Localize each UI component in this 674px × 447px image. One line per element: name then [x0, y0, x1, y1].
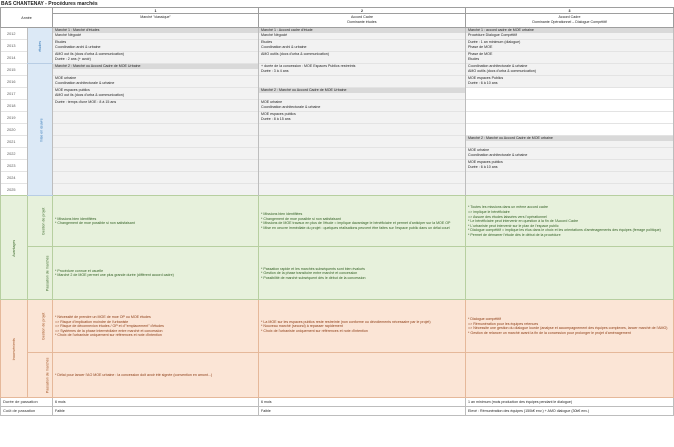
col2-2015	[259, 64, 466, 76]
year-row	[1, 112, 674, 124]
col1-2019	[53, 112, 259, 124]
col2-2020	[259, 124, 466, 136]
col2-m1-title: Marché 1 : Accord cadre d'étude	[259, 28, 465, 33]
col3-2015	[466, 64, 674, 76]
year-row	[1, 100, 674, 112]
year-row	[1, 40, 674, 52]
col1-m1-line: Durée : 2 ans (+ avoir)	[55, 57, 91, 61]
col1-m1-line: Marché Négocié	[55, 33, 82, 37]
col2-number: 2	[259, 8, 466, 14]
year-label: 2017	[1, 88, 28, 100]
col1-header	[53, 14, 259, 28]
duree-col1: 6 mois	[53, 398, 259, 407]
avantages-passation-col1: * Procédure connue et usuelle * Marché 2 de MOE permet une plus grande durée (différent accord cadre)	[53, 247, 259, 300]
year-label: 2018	[1, 100, 28, 112]
col1-m2-title: Marché 2 : Marché ou Accord Cadre de MOE Urbaine	[53, 64, 258, 69]
year-label: 2020	[1, 124, 28, 136]
col2-m1-line: AMO outils (docs d'urba & communication)	[261, 52, 329, 57]
col3-header-l2: Dominante Opérationnel – Dialogue Compétitif	[532, 19, 607, 24]
inconvenients-gestion-col2: * La MOE sur les espaces publics reste restreinte (non conforme ou dévoilements nécessaire par le projet) * Nouveau marché (second) à repasser rapidement * Choix de l'urbaniste uniquement sur références et note d'intention	[259, 300, 466, 353]
year-label: 2022	[1, 148, 28, 160]
avantages-gestion-col3: * Toutes les missions dans un même accord cadre => implique le bénéficiaire => Assure des études laissées vers l'opérationnel * Le bénéficiaire peut intervenir en question à la fin de l'Accord Cadre * L'urbaniste peut intervenir sur le plan de l'espace public * Dialogue compétitif = implique les élus dans le choix et les orientations d'aménagements des équipes (ferrage politique) * Permet de démarrer l'étude dès le début de la procédure	[466, 196, 674, 247]
col1-2017	[53, 88, 259, 100]
col2-m2-line: Durée : 8 à 15 ans	[261, 117, 291, 121]
col2-m2-line: Coordination architecturale & urbaine	[261, 105, 321, 109]
cout-col2: Faible	[259, 407, 466, 416]
year-label: 2021	[1, 136, 28, 148]
col2-m1-line: Coordination archi & urbaine	[261, 45, 307, 49]
col3-2021	[466, 136, 674, 148]
col2-2024	[259, 172, 466, 184]
col1-2024	[53, 172, 259, 184]
col2-m1-more: Durée : 3 à 4 ans	[261, 69, 289, 73]
col2-m1-line: Marché Négocié	[261, 33, 288, 37]
year-row	[1, 88, 674, 100]
side-label-mise-en-oeuvre: mise en œuvre	[28, 64, 53, 196]
page-title: BAS CHANTENAY - Procédures marchés	[1, 1, 98, 7]
col2-2017	[259, 88, 466, 100]
col3-header-l1: Accord Cadre	[558, 15, 581, 20]
col2-header	[259, 14, 466, 28]
col3-m1-line: Etudes	[468, 57, 480, 61]
col2-m2-title: Marché 2 : Marché ou Accord Cadre de MOE Urbaine	[259, 88, 465, 93]
col3-m2-title: Marché 2 : Marché ou Accord Cadre de MOE urbaine	[466, 136, 673, 141]
col3-2023	[466, 160, 674, 172]
avantages-passation-label: Passation de marchés	[28, 247, 53, 300]
col3-m2-line: Coordination architecturale & urbaine	[468, 153, 528, 157]
col1-header-l1: Marché "classique"	[140, 15, 171, 20]
avantages-passation-col2: * Passation rapide et les marchés subséquents sont bien évalués * Gestion de la phase transitoire entre marché et concession * Possibilité de marché subséquent dès le début de la concession	[259, 247, 466, 300]
col1-m1-line: AMO out ils (docs d'urba & communication)	[55, 52, 124, 57]
year-label: 2014	[1, 52, 28, 64]
inconvenients-label: Inconvénients	[1, 300, 28, 398]
inconvenients-passation-col2	[259, 353, 466, 398]
col2-2023	[259, 160, 466, 172]
col2-m1-line: Etudes	[261, 40, 273, 45]
col3-2025	[466, 184, 674, 196]
avantages-gestion-col2: * Missions bien identifiées * Changement de moe possible si non satisfaisant * Missions de MOE travaux en plus de l'étude = implique davantage le bénéficiaire et permet d'anticiper sur la MOE OP * Mise en oeuvre immédiate du projet : quelques réalisations peuvent être faites sur l'espace public dans un délai court	[259, 196, 466, 247]
col3-m1-title: Marché 1 : accord cadre de MOE urbaine	[466, 28, 673, 33]
duree-col2: 6 mois	[259, 398, 466, 407]
col3-2016	[466, 76, 674, 88]
col3-m1-line: Durée : 6 à 10 ans	[468, 81, 498, 85]
col2-header-l1: Accord Cadre	[351, 15, 373, 20]
col2-m2-line: MOE urbaine	[261, 100, 283, 105]
col3-m1-line: Phase de MOE	[468, 45, 493, 49]
inconvenients-gestion-col1: * Nécessité de prendre un MOE de moe OP ou MOE études => Risque d'implication moindre de l'urbaniste => Risque de déconnexion études / OP et d'"emplacement" d'études => Systèmes de la phase intermédiaire entre marché et concession * Choix de l'urbaniste uniquement sur références et note d'intention	[53, 300, 259, 353]
col2-2013	[259, 40, 466, 52]
year-label: 2015	[1, 64, 28, 76]
cout-col3: Elevé : Rémunération des équipes (150k€ env.) + AMO dialogue (30k€ env.)	[466, 407, 674, 416]
inconvenients-passation-col1: * Délai pour lancer l'AO MOE urbaine : la concession doit avoir été signée (convention en amont...)	[53, 353, 259, 398]
year-label: 2016	[1, 76, 28, 88]
col1-2012	[53, 28, 259, 40]
col3-m1-line: Procédure Dialogue Compétitif	[468, 33, 517, 37]
avantages-passation-col3	[466, 247, 674, 300]
avantages-row	[1, 196, 674, 247]
col3-2017	[466, 88, 674, 100]
col3-m1-line: AMO outils (docs d'urba & communication)	[468, 69, 536, 73]
year-row	[1, 28, 674, 40]
col3-m2-line: MOE urbaine	[468, 148, 490, 153]
inconvenients-row-2	[1, 353, 674, 398]
year-label: 2023	[1, 160, 28, 172]
year-label: 2013	[1, 40, 28, 52]
year-row	[1, 172, 674, 184]
col3-2012	[466, 28, 674, 40]
col2-2012	[259, 28, 466, 40]
avantages-row-2	[1, 247, 674, 300]
col3-2014	[466, 52, 674, 64]
col3-m1-line: Coordination architecturale & urbaine	[468, 64, 528, 69]
col1-2018	[53, 100, 259, 112]
year-row	[1, 52, 674, 64]
year-row	[1, 136, 674, 148]
col1-m1-line: Coordination archi & urbaine	[55, 45, 101, 49]
col3-m2-line: Durée : 6 à 10 ans	[468, 165, 498, 169]
year-label: 2024	[1, 172, 28, 184]
col1-2016	[53, 76, 259, 88]
year-label: 2025	[1, 184, 28, 196]
col2-2014	[259, 52, 466, 64]
col1-m2-line: MOE urbaine	[55, 76, 77, 81]
col3-m2-line: MOE espaces publics	[468, 160, 503, 165]
col2-2022	[259, 148, 466, 160]
avantages-label: Avantages	[1, 196, 28, 300]
year-row	[1, 124, 674, 136]
col1-2022	[53, 148, 259, 160]
inconvenients-passation-label: Passation de marchés	[28, 353, 53, 398]
year-row	[1, 64, 674, 76]
col3-2019	[466, 112, 674, 124]
col1-m2-line: AMO out ils (docs d'urba & communication)	[55, 93, 124, 97]
inconvenients-gestion-col3: * Dialogue compétitif => Rémunération pour les équipes retenues => Nécessite une gestion du dialogue lourde (analyse et accompagnement des équipes complexes, lancer marché de l'AMO) * Gestion de relancer un marché avant la fin de la concession pour prolonger le projet d'aménagement	[466, 300, 674, 353]
year-label: 2012	[1, 28, 28, 40]
year-row	[1, 184, 674, 196]
inconvenients-gestion-label: Gestion de projet	[28, 300, 53, 353]
duree-row	[1, 398, 674, 407]
cout-row	[1, 407, 674, 416]
cout-col1: Faible	[53, 407, 259, 416]
year-row	[1, 148, 674, 160]
col2-m2-line: MOE espaces publics	[261, 112, 296, 117]
avantages-gestion-col1: * Missions bien identifiées * Changement de moe possible si non satisfaisant	[53, 196, 259, 247]
col3-m1-line: MOE espaces Publics	[468, 76, 504, 81]
col1-m2-line: MOE espaces publics	[55, 88, 90, 93]
col3-m1-line: Phase de MOE	[468, 52, 493, 57]
col2-m1-more: + durée de la concession : MOE Espaces Publics restreints	[261, 64, 356, 69]
inconvenients-row	[1, 300, 674, 353]
col1-m2-line: Coordination architecturale & urbaine	[55, 81, 115, 85]
col1-2025	[53, 184, 259, 196]
col1-2023	[53, 160, 259, 172]
year-row	[1, 76, 674, 88]
annee-header: Année	[1, 8, 53, 28]
duree-label: Durée de passation	[1, 398, 53, 407]
col3-header	[466, 14, 674, 28]
col2-2018	[259, 100, 466, 112]
col1-2014	[53, 52, 259, 64]
col3-2013	[466, 40, 674, 52]
col1-m1-title: Marché 1 : Marché d'études	[53, 28, 258, 33]
header-row-2	[1, 14, 674, 28]
cout-label: Coût de passation	[1, 407, 53, 416]
col2-header-l2: Dominante études	[347, 19, 377, 24]
col1-2013	[53, 40, 259, 52]
col1-2020	[53, 124, 259, 136]
col2-2025	[259, 184, 466, 196]
col2-2021	[259, 136, 466, 148]
col1-number: 1	[53, 8, 259, 14]
col3-m1-line: Durée : 1 an minimum (dialogue)	[468, 40, 521, 45]
inconvenients-passation-col3	[466, 353, 674, 398]
col3-2022	[466, 148, 674, 160]
col3-2018	[466, 100, 674, 112]
col1-2021	[53, 136, 259, 148]
col1-m2-line: Durée : temps d'une MOE : 8 à 15 ans	[55, 100, 117, 105]
side-label-etudes: études	[28, 28, 53, 64]
col3-number: 3	[466, 8, 674, 14]
col2-2016	[259, 76, 466, 88]
year-label: 2019	[1, 112, 28, 124]
col1-m1-line: Etudes	[55, 40, 67, 45]
col3-2024	[466, 172, 674, 184]
col3-2020	[466, 124, 674, 136]
year-row	[1, 160, 674, 172]
avantages-gestion-label: Gestion de projet	[28, 196, 53, 247]
duree-col3: 1 an minimum (mois production des équipes pendant le dialogue)	[466, 398, 674, 407]
col1-2015	[53, 64, 259, 76]
procedures-table	[0, 7, 674, 416]
col2-2019	[259, 112, 466, 124]
